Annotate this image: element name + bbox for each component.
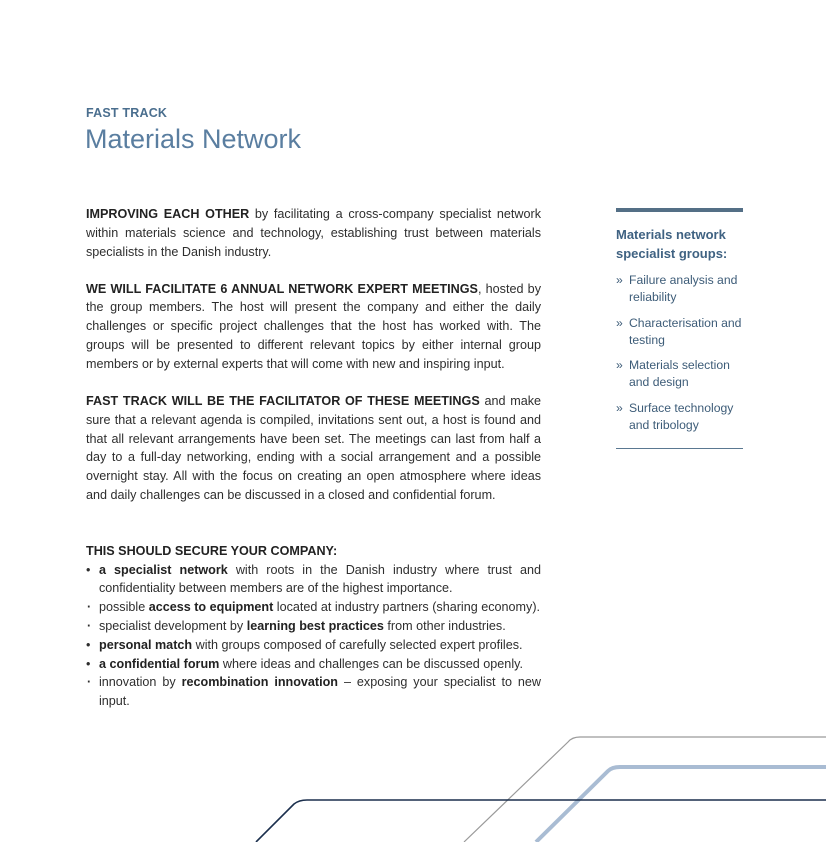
sidebar-item-label: Materials selection and design — [629, 358, 730, 389]
item-text: with groups composed of carefully selected expert profiles. — [192, 637, 523, 652]
paragraph-lead: WE WILL FACILITATE 6 ANNUAL NETWORK EXPERT MEETINGS — [86, 281, 478, 296]
item-emphasis: a specialist network — [99, 562, 228, 577]
grey-line — [464, 737, 826, 842]
section-kicker: FAST TRACK — [86, 106, 168, 120]
item-text: innovation by — [99, 675, 182, 690]
item-text: possible — [99, 600, 149, 615]
paragraph-text: by facilitating a cross-company specialist network within materials science and technology, establishing trust between materials specialists in the Danish industry. — [86, 207, 541, 259]
item-text: specialist development by — [99, 618, 247, 633]
sidebar-item-label: Failure analysis and reliability — [629, 273, 738, 304]
sidebar-item-label: Characterisation and testing — [629, 315, 742, 347]
paragraph-text: , hosted by the group members. The host will present the company and either the daily challenges or specific project challenges that the host has worked with. The groups will be presented to different relevant topics by either internal group members or by external experts that will come with new and inspiring input. — [86, 281, 541, 371]
item-emphasis: access to equipment — [148, 600, 274, 615]
item-emphasis: recombination innovation — [181, 675, 339, 690]
chevron-icon: » — [616, 273, 623, 287]
chevron-icon: » — [616, 358, 623, 372]
light-blue-line — [536, 767, 826, 842]
paragraph-lead: FAST TRACK WILL BE THE FACILITATOR OF THESE MEETINGS — [86, 393, 480, 408]
secure-heading: THIS SHOULD SECURE YOUR COMPANY: — [86, 543, 338, 558]
page-title: Materials Network — [85, 124, 302, 154]
item-text: from other industries. — [383, 618, 506, 633]
item-text: with roots in the Danish industry where trust and confidentiality between members are of the highest importance. — [99, 562, 541, 596]
chevron-icon: » — [616, 400, 623, 415]
sidebar-item-label: Surface technology and tribology — [629, 400, 734, 432]
paragraph-text: and make sure that a relevant agenda is compiled, invitations sent out, a host is found and that all relevant arrangements have been set. The meetings can last from half a day to a full-day networking, ending with a social arrangement and a possible overnight stay. All with the focus on creating an open atmosphere where ideas and daily challenges can be discussed in a closed and confidential forum. — [86, 393, 542, 502]
chevron-icon: » — [616, 315, 623, 330]
item-text: where ideas and challenges can be discussed openly. — [219, 656, 523, 671]
item-text: – exposing your specialist to new input. — [99, 675, 542, 709]
item-emphasis: a confidential forum — [99, 656, 220, 671]
item-emphasis: personal match — [99, 637, 193, 652]
paragraph-lead: IMPROVING EACH OTHER — [86, 207, 250, 221]
sidebar-heading: Materials network specialist groups: — [616, 227, 728, 261]
item-emphasis: learning best practices — [246, 618, 384, 633]
item-text: located at industry partners (sharing economy). — [273, 600, 541, 615]
